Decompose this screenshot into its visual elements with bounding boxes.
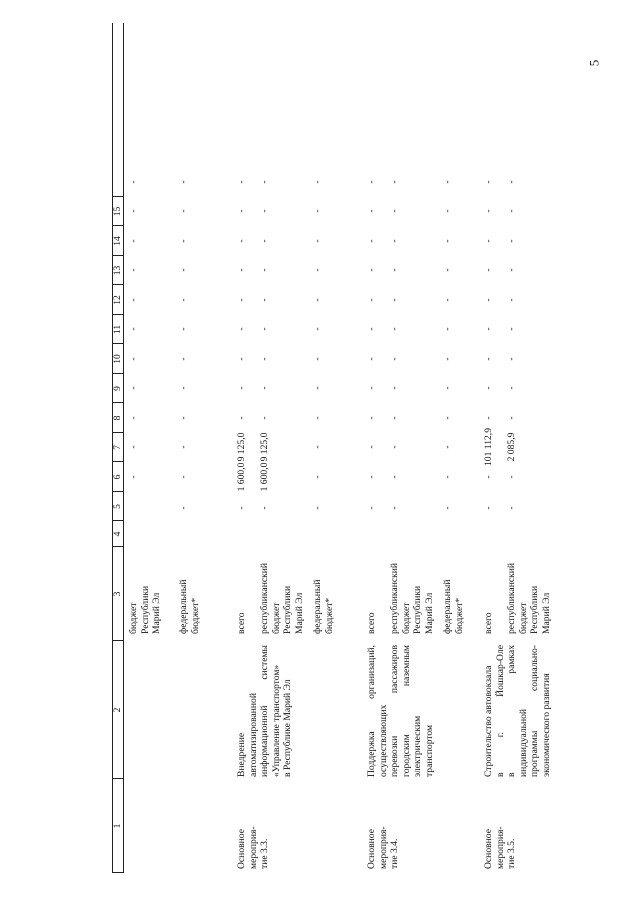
continuation-value-col-5: -: [128, 475, 139, 479]
row-2-federal-col-15: -: [442, 180, 453, 184]
page-number: 5: [586, 59, 602, 67]
column-header-4: 4: [113, 531, 123, 537]
row-3-id-line: тие 3.5.: [506, 838, 518, 869]
row-1-source-regional-line: бюджет: [270, 602, 282, 634]
row-3-total-col-6: 101 112,9: [483, 427, 494, 467]
row-2-name-line: осуществляющих: [377, 704, 389, 777]
row-2-regional-col-6: -: [389, 445, 400, 449]
column-header-11: 11: [113, 324, 123, 335]
row-3-total-col-7: -: [483, 416, 494, 420]
row-2-id-line: мероприя-: [377, 826, 389, 869]
row-3-regional-col-6: 2 085,9: [506, 432, 517, 462]
row-3-name-line: в г. Йошкар-Оле: [494, 645, 506, 777]
row-2-id-line: Основное: [366, 829, 377, 869]
column-header-14: 14: [113, 236, 123, 246]
row-1-regional-col-11: -: [259, 298, 270, 302]
row-3-source-regional-line: Марий Эл: [540, 592, 552, 634]
row-1-regional-col-9: -: [259, 357, 270, 361]
row-2-total-col-13: -: [366, 239, 377, 243]
row-2-total-col-6: -: [366, 445, 377, 449]
row-2-federal-col-11: -: [442, 298, 453, 302]
row-3-source-regional-line: Республики: [529, 585, 541, 634]
row-2-total-col-9: -: [366, 357, 377, 361]
row-3-total-col-9: -: [483, 357, 494, 361]
row-2-federal-col-4: -: [442, 506, 453, 510]
row-1-regional-col-14: -: [259, 209, 270, 213]
row-3-regional-col-5: -: [506, 475, 517, 479]
continuation-value-col-11: -: [128, 298, 139, 302]
row-1-federal-col-6: -: [312, 445, 323, 449]
row-2-regional-col-11: -: [389, 298, 400, 302]
continuation-value2-col-15: -: [178, 180, 189, 184]
row-1-id-line: Основное: [236, 829, 247, 869]
row-2-federal-col-14: -: [442, 209, 453, 213]
row-3-regional-col-8: -: [506, 386, 517, 390]
continuation-value2-col-9: -: [178, 357, 189, 361]
row-3-regional-col-12: -: [506, 268, 517, 272]
row-1-regional-col-10: -: [259, 327, 270, 331]
row-3-name-line: в рамках: [506, 645, 518, 777]
row-2-regional-col-4: -: [389, 506, 400, 510]
row-3-regional-col-13: -: [506, 239, 517, 243]
row-2-total-col-14: -: [366, 209, 377, 213]
column-header-1: 1: [113, 823, 123, 829]
row-1-name-line: «Управление транспортом»: [270, 664, 282, 777]
row-1-total-col-15: -: [236, 180, 247, 184]
row-1-source-regional-line: республиканский: [259, 562, 270, 634]
row-2-federal-col-9: -: [442, 357, 453, 361]
row-1-total-col-12: -: [236, 268, 247, 272]
row-3-id-line: мероприя-: [494, 826, 506, 869]
row-3-total-col-5: -: [483, 475, 494, 479]
row-3-source-total-line: всего: [483, 612, 494, 634]
continuation-value-col-14: -: [128, 209, 139, 213]
continuation-value-col-12: -: [128, 268, 139, 272]
column-header-2: 2: [113, 707, 123, 713]
row-1-federal-col-5: -: [312, 475, 323, 479]
row-3-regional-col-11: -: [506, 298, 517, 302]
row-3-regional-col-7: -: [506, 416, 517, 420]
row-2-regional-col-10: -: [389, 327, 400, 331]
header-divider: [112, 196, 124, 197]
rotated-page: [112, 23, 612, 873]
row-1-total-col-5: 1 600,0: [236, 462, 247, 492]
column-header-5: 5: [113, 504, 123, 509]
row-3-total-col-15: -: [483, 180, 494, 184]
row-1-source-federal-line: бюджет*: [323, 597, 335, 634]
row-1-regional-col-15: -: [259, 180, 270, 184]
row-1-total-col-9: -: [236, 357, 247, 361]
row-3-total-col-8: -: [483, 386, 494, 390]
row-2-federal-col-10: -: [442, 327, 453, 331]
row-1-id-line: тие 3.3.: [259, 838, 271, 869]
continuation-value2-col-5: -: [178, 475, 189, 479]
column-header-9: 9: [113, 386, 123, 391]
row-1-name-line: в Республике Марий Эл: [282, 679, 294, 777]
row-1-regional-col-12: -: [259, 268, 270, 272]
row-2-name-line: транспортом: [424, 724, 435, 777]
row-2-source-regional-line: бюджет: [400, 602, 412, 634]
continuation-value-col-13: -: [128, 239, 139, 243]
row-3-name-line: экономического развития: [541, 673, 552, 777]
row-3-regional-col-9: -: [506, 357, 517, 361]
row-1-id-line: мероприя-: [247, 826, 259, 869]
continuation-source-line: Марий Эл: [151, 592, 163, 634]
continuation-value2-col-8: -: [178, 386, 189, 390]
continuation-value2-col-11: -: [178, 298, 189, 302]
continuation-source2-line: федеральный: [178, 579, 189, 634]
row-1-federal-col-13: -: [312, 239, 323, 243]
row-1-name-line: автоматизированной: [247, 693, 259, 777]
row-2-federal-col-8: -: [442, 386, 453, 390]
row-2-source-federal-line: федеральный: [442, 579, 453, 634]
row-1-total-col-8: -: [236, 386, 247, 390]
row-1-regional-col-5: 1 600,0: [259, 462, 270, 492]
row-3-name-line: программы социально-: [529, 645, 541, 777]
row-2-regional-col-12: -: [389, 268, 400, 272]
row-2-regional-col-5: -: [389, 475, 400, 479]
row-2-regional-col-8: -: [389, 386, 400, 390]
continuation-source-line: бюджет: [128, 602, 139, 634]
row-1-total-col-7: -: [236, 416, 247, 420]
row-2-regional-col-15: -: [389, 180, 400, 184]
column-header-13: 13: [113, 265, 123, 276]
continuation-value-col-10: -: [128, 327, 139, 331]
row-2-total-col-7: -: [366, 416, 377, 420]
row-3-regional-col-14: -: [506, 209, 517, 213]
column-header-6: 6: [113, 474, 123, 480]
row-2-source-regional-line: Марий Эл: [423, 592, 435, 634]
continuation-source-line: Республики: [139, 585, 151, 634]
row-2-source-regional-line: республиканский: [389, 562, 400, 634]
row-3-total-col-4: -: [483, 506, 494, 510]
column-header-10: 10: [113, 354, 123, 364]
row-2-source-total-line: всего: [366, 612, 377, 634]
row-2-name-line: городским наземным: [400, 645, 412, 777]
row-2-federal-col-12: -: [442, 268, 453, 272]
row-2-federal-col-7: -: [442, 416, 453, 420]
row-1-regional-col-7: -: [259, 416, 270, 420]
row-3-name-line: индивидуальной: [517, 708, 529, 777]
row-1-source-total-line: всего: [236, 612, 247, 634]
row-3-total-col-10: -: [483, 327, 494, 331]
continuation-value-col-8: -: [128, 386, 139, 390]
row-2-total-col-12: -: [366, 268, 377, 272]
continuation-value2-col-7: -: [178, 416, 189, 420]
row-1-total-col-13: -: [236, 239, 247, 243]
row-2-regional-col-13: -: [389, 239, 400, 243]
row-2-total-col-8: -: [366, 386, 377, 390]
row-1-regional-col-4: -: [259, 506, 270, 510]
row-2-regional-col-9: -: [389, 357, 400, 361]
row-1-source-regional-line: Республики: [282, 585, 294, 634]
continuation-value2-col-10: -: [178, 327, 189, 331]
row-2-federal-col-5: -: [442, 475, 453, 479]
row-2-source-federal-line: бюджет*: [453, 597, 465, 634]
row-3-total-col-12: -: [483, 268, 494, 272]
row-1-federal-col-9: -: [312, 357, 323, 361]
row-1-federal-col-15: -: [312, 180, 323, 184]
column-header-15: 15: [113, 206, 123, 217]
continuation-value2-col-14: -: [178, 209, 189, 213]
row-1-federal-col-11: -: [312, 298, 323, 302]
row-2-total-col-11: -: [366, 298, 377, 302]
row-3-source-regional-line: республиканский: [506, 562, 517, 634]
row-1-source-regional-line: Марий Эл: [293, 592, 305, 634]
row-1-federal-col-8: -: [312, 386, 323, 390]
column-header-3: 3: [113, 591, 123, 597]
row-2-name-line: Поддержка организаций,: [366, 645, 377, 777]
continuation-source2-line: бюджет*: [189, 597, 201, 634]
row-2-id-line: тие 3.4.: [389, 838, 401, 869]
row-1-name-line: Внедрение: [236, 732, 247, 777]
continuation-value2-col-12: -: [178, 268, 189, 272]
row-1-total-col-14: -: [236, 209, 247, 213]
row-2-total-col-15: -: [366, 180, 377, 184]
continuation-value2-col-4: -: [178, 506, 189, 510]
row-1-total-col-11: -: [236, 298, 247, 302]
continuation-value-col-7: -: [128, 416, 139, 420]
column-header-12: 12: [113, 295, 123, 305]
row-1-total-col-10: -: [236, 327, 247, 331]
column-header-8: 8: [113, 415, 123, 421]
continuation-value-col-15: -: [128, 180, 139, 184]
row-1-regional-col-6: 9 125,0: [259, 432, 270, 462]
row-2-total-col-5: -: [366, 475, 377, 479]
row-3-name-line: Строительство автовокзала: [483, 665, 494, 777]
row-2-regional-col-7: -: [389, 416, 400, 420]
row-2-total-col-4: -: [366, 506, 377, 510]
row-1-source-federal-line: федеральный: [312, 579, 323, 634]
row-1-total-col-6: 9 125,0: [236, 432, 247, 462]
row-3-total-col-13: -: [483, 239, 494, 243]
row-1-federal-col-12: -: [312, 268, 323, 272]
row-2-federal-col-13: -: [442, 239, 453, 243]
continuation-value-col-9: -: [128, 357, 139, 361]
continuation-value2-col-13: -: [178, 239, 189, 243]
row-1-regional-col-8: -: [259, 386, 270, 390]
row-3-regional-col-15: -: [506, 180, 517, 184]
row-2-regional-col-14: -: [389, 209, 400, 213]
row-2-name-line: электрическим: [412, 715, 424, 777]
row-1-federal-col-4: -: [312, 506, 323, 510]
row-3-regional-col-4: -: [506, 506, 517, 510]
row-1-total-col-4: -: [236, 506, 247, 510]
row-3-source-regional-line: бюджет: [517, 602, 529, 634]
row-2-total-col-10: -: [366, 327, 377, 331]
row-3-total-col-11: -: [483, 298, 494, 302]
row-3-regional-col-10: -: [506, 327, 517, 331]
column-header-7: 7: [113, 445, 123, 450]
row-1-federal-col-7: -: [312, 416, 323, 420]
row-1-federal-col-10: -: [312, 327, 323, 331]
continuation-value2-col-6: -: [178, 445, 189, 449]
row-3-total-col-14: -: [483, 209, 494, 213]
row-2-source-regional-line: Республики: [412, 585, 424, 634]
row-2-name-line: перевозки пассажиров: [389, 645, 401, 777]
row-3-id-line: Основное: [483, 829, 494, 869]
row-1-federal-col-14: -: [312, 209, 323, 213]
continuation-value-col-6: -: [128, 445, 139, 449]
row-2-federal-col-6: -: [442, 445, 453, 449]
row-1-name-line: информационной системы: [259, 645, 271, 777]
row-1-regional-col-13: -: [259, 239, 270, 243]
